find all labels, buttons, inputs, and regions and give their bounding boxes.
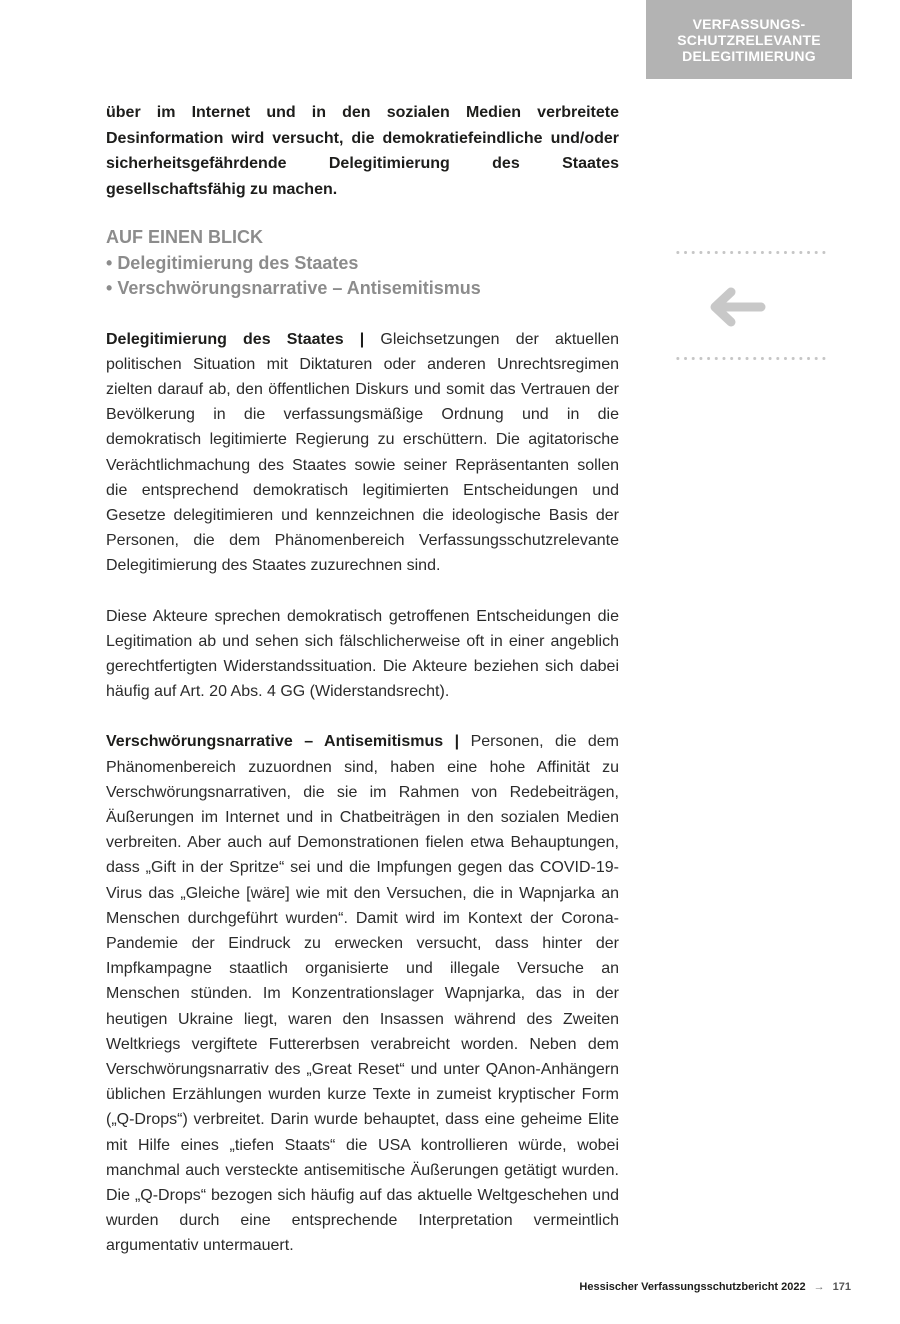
dotted-divider-bottom [674,357,828,360]
intro-paragraph: über im Internet und in den sozialen Medien verbreitete Desinformation wird versucht, die demokratiefeindliche und/oder sicherheitsgefährdende Delegitimierung des Staates gesellschaftsfähig zu machen. [106,104,619,198]
section-tab-line: DELEGITIMIERUNG [682,47,816,64]
at-a-glance-box [106,225,619,302]
main-content [106,100,619,1259]
section-tab [646,0,852,79]
arrow-left-icon[interactable] [705,284,769,330]
at-a-glance-heading: AUF EINEN BLICK [106,227,263,247]
section-paragraph [106,729,619,1258]
section-tab-line: VERFASSUNGS- [692,15,806,32]
section-paragraph [106,604,619,705]
section-lead: Verschwörungsnarrative – Antisemitismus | [106,733,460,751]
section-paragraph [106,327,619,579]
page-number: 171 [832,1281,851,1293]
dotted-divider-top [674,251,828,254]
at-a-glance-item[interactable]: • Verschwörungsnarrative – Antisemitismus [106,276,619,302]
arrow-right-icon: → [813,1281,825,1293]
at-a-glance-list [106,251,619,302]
section-text: Gleichsetzungen der aktuellen politischen Situation mit Diktaturen oder anderen Unrechtsregimen zielten darauf ab, den öffentlichen Diskurs und somit das Vertrauen der Bevölkerung in die verfassungsmäßige Ordnung und in die demokratisch legitimierte Regierung zu erschüttern. Die agitatorische Verächtlichmachung des Staates sowie seiner Repräsentanten sollen die entsprechend demokratisch legitimierten Entscheidungen und Gesetze delegitimieren und kennzeichnen die ideologische Basis der Personen, die dem Phänomenbereich Verfassungsschutzrelevante Delegitimierung des Staates zuzurechnen sind. [106,330,619,575]
section-text: Personen, die dem Phänomenbereich zuzuordnen sind, haben eine hohe Affinität zu Verschwörungsnarrativen, die sie im Rahmen von Redebeiträgen, Äußerungen im Internet und in Chatbeiträgen in den sozialen Medien verbreiten. Aber auch auf Demonstrationen fielen etwa Behauptungen, dass „Gift in der Spritze“ sei und die Impfungen gegen das COVID-19-Virus das „Gleiche [wäre] wie mit den Versuchen, die in Wapnjarka an Menschen durchgeführt wurden“. Damit wird im Kontext der Corona-Pandemie der Eindruck zu erwecken versucht, dass hinter der Impfkampagne staatlich organisierte und illegale Versuche an Menschen stünden. Im Konzentrationslager Wapnjarka, das in der heutigen Ukraine liegt, waren den Insassen während des Zweiten Weltkriegs vergiftete Futtererbsen verabreicht worden. Neben dem Verschwörungsnarrativ des „Great Reset“ und unter QAnon-Anhängern üblichen Erzählungen wurden kurze Texte in zumeist kryptischer Form („Q-Drops“) verbreitet. Darin wurde behauptet, dass eine geheime Elite mit Hilfe eines „tiefen Staats“ die USA kontrollieren würde, wobei manchmal auch versteckte antisemitische Äußerungen getätigt wurden. Die „Q-Drops“ bezogen sich häufig auf das aktuelle Weltgeschehen und wurden durch eine entsprechende Interpretation vermeintlich argumentativ untermauert. [106,733,619,1255]
section-text: Diese Akteure sprechen demokratisch getroffenen Entscheidungen die Legitimation ab und sehen sich fälschlicherweise oft in einer angeblich gerechtfertigten Widerstandssituation. Die Akteure beziehen sich dabei häufig auf Art. 20 Abs. 4 GG (Widerstandsrecht). [106,607,619,701]
section-lead: Delegitimierung des Staates | [106,330,365,348]
publication-title: Hessischer Verfassungsschutzbericht 2022 [579,1281,806,1293]
at-a-glance-item[interactable]: • Delegitimierung des Staates [106,251,619,277]
page-footer [579,1281,851,1293]
section-tab-line: SCHUTZRELEVANTE [677,31,821,48]
